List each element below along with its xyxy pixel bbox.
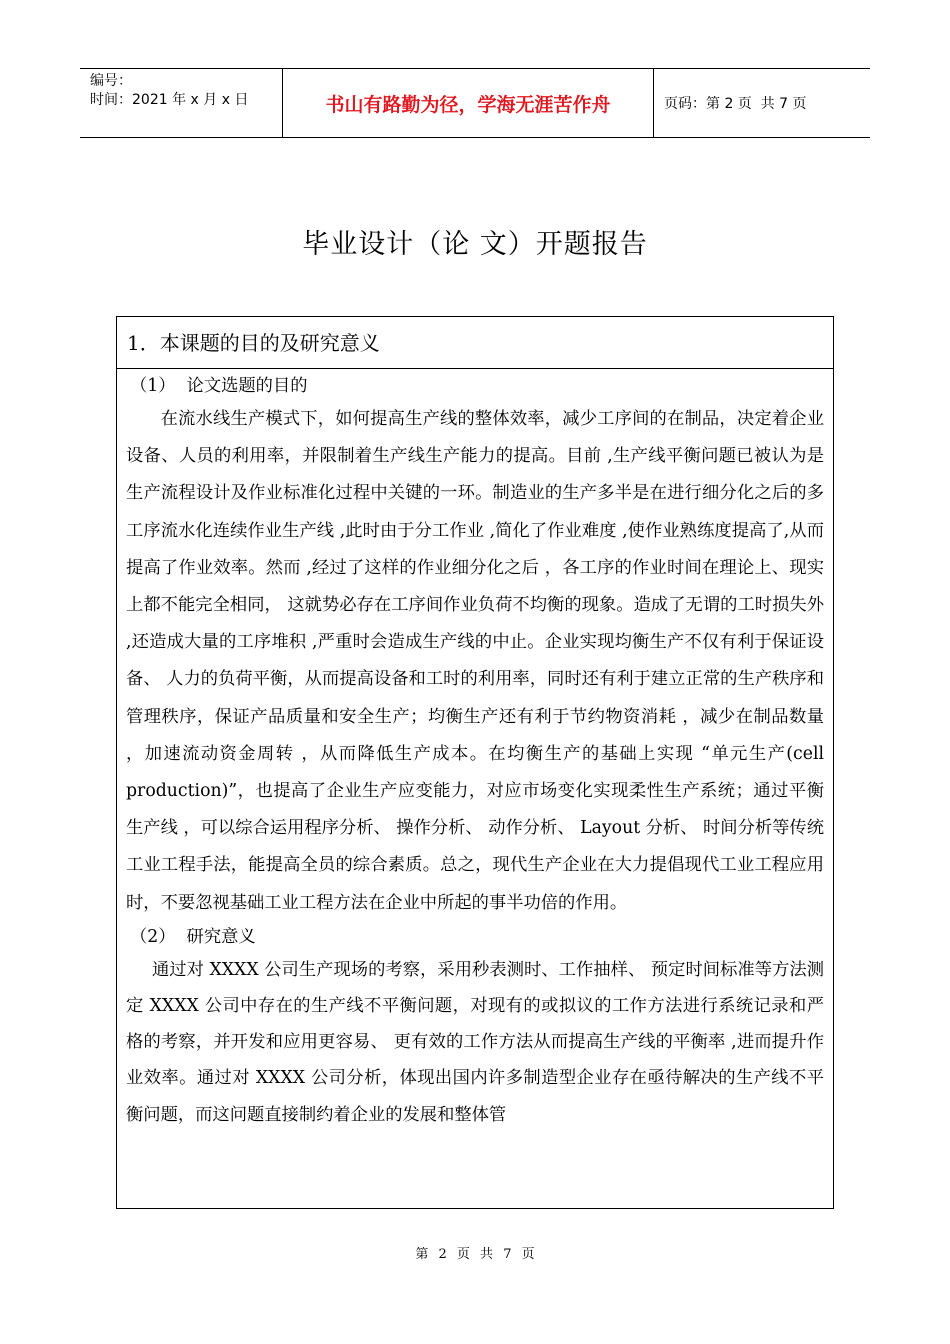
header-meta (80, 69, 282, 137)
page-footer: 第 2 页 共 7 页 (415, 1247, 535, 1262)
document-title: 毕业设计（论 文）开题报告 (302, 229, 648, 260)
page-code-text: 页码：第 2 页 共 7 页 (664, 96, 807, 112)
subsection-heading-significance (126, 922, 824, 952)
section-content (117, 369, 833, 1133)
significance-paragraph: 通过对 XXXX 公司生产现场的考察，采用秒表测时、工作抽样、 预定时间标准等方法测定 XXXX 公司中存在的生产线不平衡问题，对现有的或拟议的工作方法进行系统记录和严格的考察，并开发和应用更容易、 更有效的工作方法从而提高生产线的平衡率 ,进而提升作业效率。通过对 XXXX 公司分析，体现出国内许多制造型企业存在亟待解决的生产线不平衡问题，而这问题直接制约着企业的发展和整体管 (126, 959, 824, 1125)
header-motto: 书山有路勤为径，学海无涯苦作舟 (282, 69, 654, 137)
subsection-heading-purpose (126, 371, 824, 401)
section-heading: 1．本课题的目的及研究意义 (117, 317, 833, 369)
document-number-label: 编号： (90, 73, 132, 89)
subsection-label: （2） 研究意义 (130, 926, 256, 947)
header-page-code (654, 69, 870, 137)
page-header (80, 68, 870, 138)
report-table (116, 316, 834, 1209)
purpose-paragraph: 在流水线生产模式下，如何提高生产线的整体效率，减少工序间的在制品，决定着企业设备、人员的利用率，并限制着生产线生产能力的提高。目前 ,生产线平衡问题已被认为是生产流程设计及作业标准化过程中关键的一环。制造业的生产多半是在进行细分化之后的多工序流水化连续作业生产线 ,此时由于分工作业 ,简化了作业难度 ,使作业熟练度提高了,从而提高了作业效率。然而 ,经过了这样的作业细分化之后 ，各工序的作业时间在理论上、现实上都不能完全相同， 这就势必存在工序间作业负荷不均衡的现象。造成了无谓的工时损失外 ,还造成大量的工序堆积 ,严重时会造成生产线的中止。企业实现均衡生产不仅有利于保证设备、 人力的负荷平衡，从而提高设备和工时的利用率，同时还有利于建立正常的生产秩序和管理秩序，保证产品质量和安全生产；均衡生产还有利于节约物资消耗 ，减少在制品数量 ，加速流动资金周转 ，从而降低生产成本。在均衡生产的基础上实现 “单元生产(cell production)”，也提高了企业生产应变能力，对应市场变化实现柔性生产系统；通过平衡生产线 ，可以综合运用程序分析、 操作分析、 动作分析、 Layout 分析、 时间分析等传统工业工程手法，能提高全员的综合素质。总之，现代生产企业在大力提倡现代工业工程应用时，不要忽视基础工业工程方法在企业中所起的事半功倍的作用。 (126, 409, 824, 913)
document-date-label: 时间：2021 年 x 月 x 日 (90, 92, 249, 108)
subsection-label: （1） 论文选题的目的 (130, 376, 308, 396)
